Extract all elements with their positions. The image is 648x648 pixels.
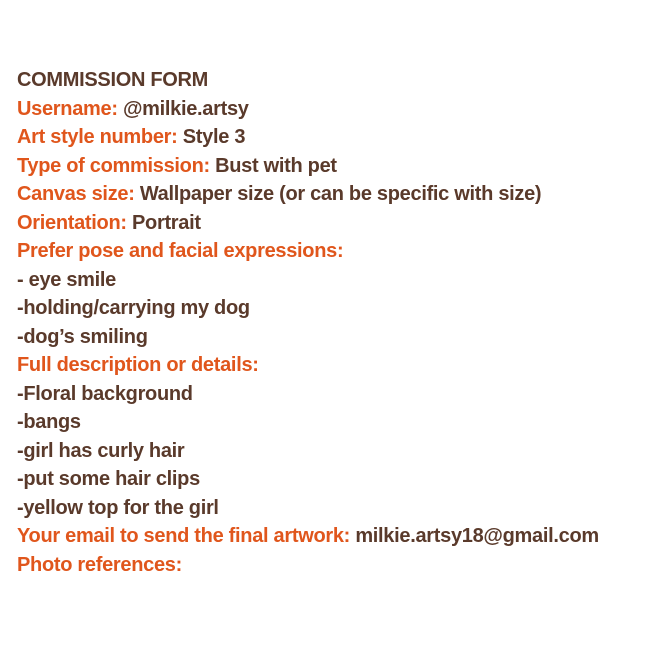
form-title: COMMISSION FORM bbox=[17, 69, 209, 91]
art-style-value: Style 3 bbox=[182, 126, 246, 148]
details-item: -yellow top for the girl bbox=[17, 496, 219, 519]
canvas-size-label: Canvas size: bbox=[17, 183, 135, 205]
email-label: Your email to send the final artwork: bbox=[17, 525, 351, 547]
orientation-value: Portrait bbox=[132, 211, 201, 234]
art-style-row bbox=[17, 123, 648, 152]
details-label: Full description or details: bbox=[17, 354, 259, 376]
details-item: -girl has curly hair bbox=[17, 439, 185, 462]
username-label: Username: bbox=[17, 97, 118, 120]
commission-form bbox=[17, 66, 648, 579]
pose-item: -holding/carrying my dog bbox=[17, 297, 250, 319]
art-style-label: Art style number: bbox=[17, 126, 178, 148]
canvas-size-value: Wallpaper size (or can be specific with size) bbox=[139, 183, 542, 205]
orientation-row bbox=[17, 209, 648, 238]
email-value: milkie.artsy18@gmail.com bbox=[355, 525, 599, 547]
pose-item: -dog’s smiling bbox=[17, 325, 148, 348]
details-item: -bangs bbox=[17, 411, 81, 433]
username-row bbox=[17, 95, 648, 124]
commission-type-label: Type of commission: bbox=[17, 154, 210, 177]
commission-type-value: Bust with pet bbox=[215, 154, 337, 177]
pose-item: - eye smile bbox=[17, 268, 116, 291]
orientation-label: Orientation: bbox=[17, 211, 127, 234]
photo-references-label: Photo references: bbox=[17, 553, 182, 576]
commission-type-row bbox=[17, 152, 648, 181]
details-item: -put some hair clips bbox=[17, 468, 200, 490]
details-item: -Floral background bbox=[17, 382, 193, 405]
canvas-size-row bbox=[17, 180, 648, 209]
pose-label: Prefer pose and facial expressions: bbox=[17, 240, 344, 262]
email-row bbox=[17, 522, 648, 551]
username-value: @milkie.artsy bbox=[122, 97, 249, 120]
